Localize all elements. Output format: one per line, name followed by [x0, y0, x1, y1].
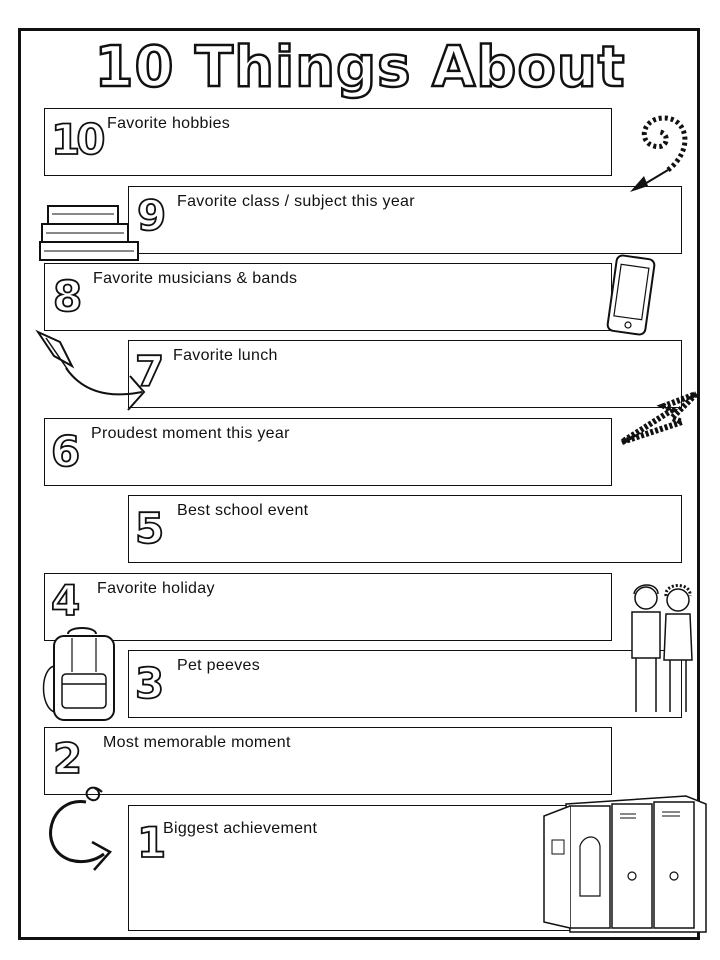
item-8-box[interactable]	[44, 263, 612, 331]
item-6-number: 6	[51, 427, 81, 476]
page-title: 10 Things About	[94, 35, 626, 100]
item-10-box[interactable]	[44, 108, 612, 176]
students-illustration	[626, 580, 698, 720]
item-10-number: 10	[51, 115, 102, 164]
item-1-label: Biggest achievement	[163, 820, 318, 837]
item-8-number: 8	[53, 272, 83, 321]
item-6-box[interactable]	[44, 418, 612, 486]
beaded-arrow-icon	[612, 388, 704, 458]
feather-arrow-icon	[32, 326, 152, 418]
item-9-label: Favorite class / subject this year	[177, 193, 415, 210]
item-2-number: 2	[53, 734, 83, 783]
swirl-arrow-icon	[40, 778, 120, 878]
books-icon	[38, 202, 142, 264]
item-3-box[interactable]	[128, 650, 682, 718]
smartphone-icon	[602, 254, 658, 336]
item-4-number: 4	[51, 576, 81, 625]
item-2-label: Most memorable moment	[103, 734, 291, 751]
item-7-box[interactable]	[128, 340, 682, 408]
item-5-label: Best school event	[177, 502, 309, 519]
item-3-number: 3	[135, 659, 165, 708]
item-8-label: Favorite musicians & bands	[93, 270, 298, 287]
item-6-label: Proudest moment this year	[91, 425, 290, 442]
item-2-box[interactable]	[44, 727, 612, 795]
item-4-box[interactable]	[44, 573, 612, 641]
item-7-label: Favorite lunch	[173, 347, 278, 364]
item-9-box[interactable]	[128, 186, 682, 254]
item-3-label: Pet peeves	[177, 657, 261, 674]
item-4-label: Favorite holiday	[97, 580, 215, 597]
item-9-number: 9	[137, 191, 167, 240]
lockers-illustration	[540, 786, 712, 938]
item-5-box[interactable]	[128, 495, 682, 563]
item-1-number: 1	[137, 818, 167, 867]
backpack-icon	[38, 626, 126, 726]
item-7-number: 7	[135, 347, 165, 396]
curly-arrow-icon	[624, 110, 692, 196]
item-5-number: 5	[135, 504, 165, 553]
item-10-label: Favorite hobbies	[107, 115, 231, 132]
